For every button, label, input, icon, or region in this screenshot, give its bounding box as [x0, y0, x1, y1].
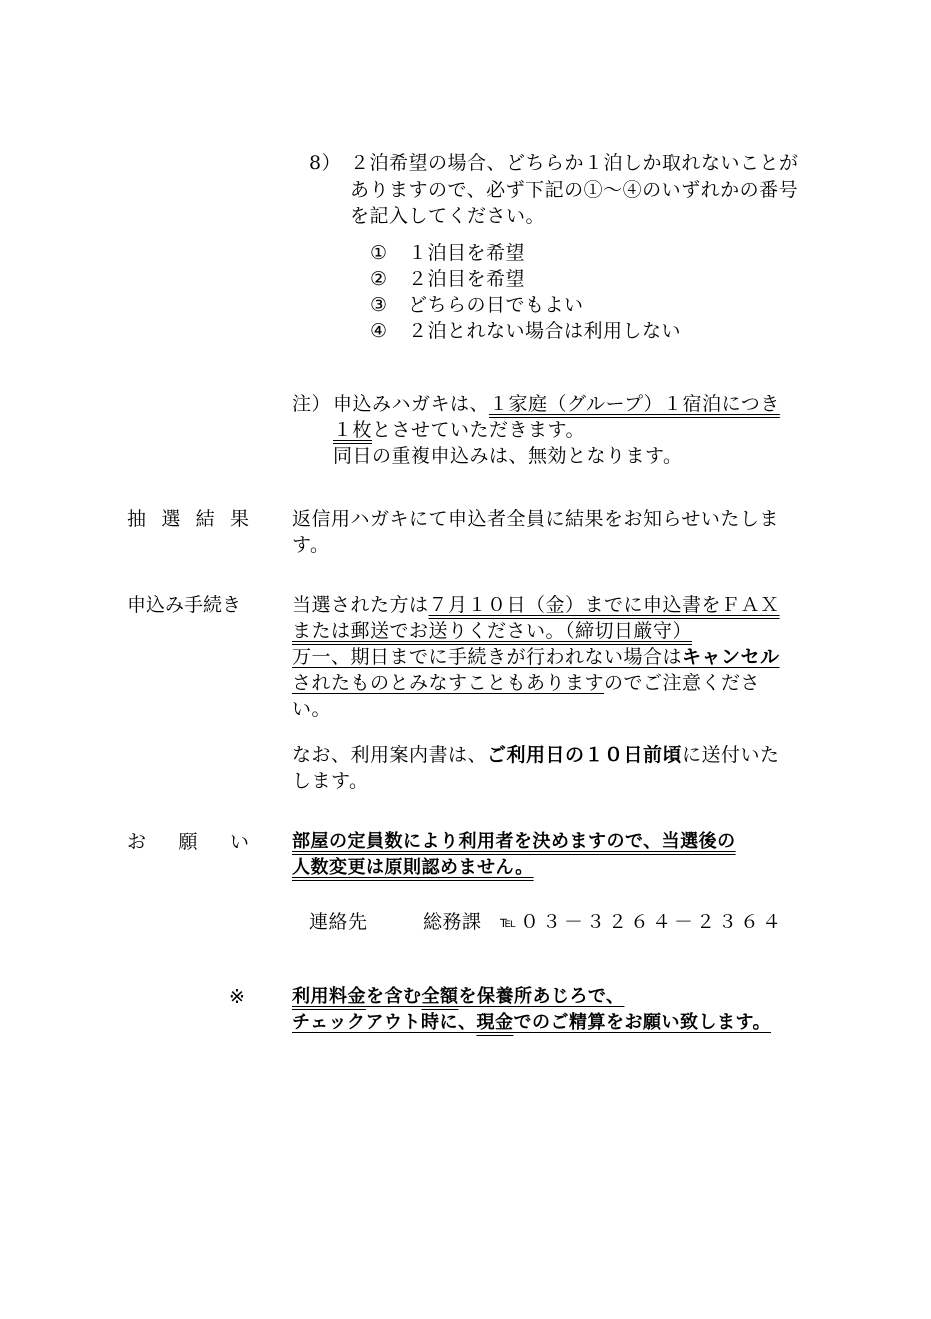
- lottery-label-char: 果: [229, 508, 249, 530]
- option-text-1: １泊目を希望: [408, 242, 526, 264]
- request-label-char: い: [229, 831, 249, 853]
- procedure-l1-d: 申込書をＦＡＸ: [643, 594, 780, 616]
- option-mark-2: ②: [370, 268, 388, 290]
- note-line1: [333, 391, 780, 417]
- note-line3: 同日の重複申込みは、無効となります。: [333, 445, 683, 467]
- footnote-line1: [292, 984, 624, 1010]
- procedure-l6-b: ご利用日の１０日前頃: [487, 744, 683, 766]
- procedure-cancel: キャンセル: [682, 646, 780, 668]
- request-line1: 部屋の定員数により利用者を決めますので、当選後の: [292, 831, 736, 852]
- footnote-l2-a: チェックアウト時に、: [292, 1012, 477, 1033]
- footnote-l1-d: を保養所あじろで、: [458, 986, 625, 1007]
- procedure-line2: または郵送でお送りください。（締切日厳守）: [292, 620, 693, 642]
- procedure-l1-c: までに: [584, 594, 644, 616]
- lottery-label-char: 選: [161, 508, 181, 530]
- option-text-2: ２泊目を希望: [408, 268, 526, 290]
- footnote-l1-c: 全額: [421, 986, 459, 1007]
- item8-line2: ありますので、必ず下記の①～④のいずれかの番号: [350, 179, 799, 201]
- footnote-mark: ※: [229, 986, 246, 1008]
- contact-tel: ０３－３２６４－２３６４: [520, 911, 785, 933]
- request-label: [127, 829, 249, 855]
- note-line2-a: １枚: [333, 419, 373, 441]
- footnote-l1-a: 利用料金: [292, 986, 366, 1007]
- note-line1-a: 申込みハガキは、: [333, 393, 490, 415]
- note-line2: [333, 417, 585, 443]
- lottery-label: [127, 506, 249, 532]
- procedure-line1: [292, 592, 780, 618]
- option-mark-3: ③: [370, 294, 388, 316]
- option-text-3: どちらの日でもよい: [408, 294, 584, 316]
- lottery-line1: 返信用ハガキにて申込者全員に結果をお知らせいたしま: [292, 508, 779, 530]
- procedure-line3: [292, 644, 780, 670]
- item8-line1: ２泊希望の場合、どちらか１泊しか取れないことが: [350, 152, 799, 174]
- request-line2: 人数変更は原則認めません。: [292, 857, 534, 878]
- footnote-line2: [292, 1010, 771, 1036]
- lottery-label-char: 結: [195, 508, 215, 530]
- option-mark-1: ①: [370, 242, 388, 264]
- procedure-deadline: ７月１０日（金）: [428, 594, 585, 616]
- procedure-label: 申込み手続き: [127, 594, 242, 616]
- contact-tel-mark: ℡: [500, 913, 517, 931]
- procedure-l6-c: に送付いた: [682, 744, 780, 766]
- contact-dept: 総務課: [423, 911, 482, 933]
- procedure-l4-b: のでご注意くださ: [604, 672, 761, 694]
- lottery-line2: す。: [292, 534, 330, 556]
- request-label-char: お: [127, 831, 147, 853]
- note-line2-b: とさせていただきます。: [372, 419, 585, 441]
- option-mark-4: ④: [370, 320, 388, 342]
- procedure-l4-a: されたものとみなすこともあります: [292, 672, 605, 694]
- procedure-line5: い。: [292, 698, 332, 720]
- footnote-l2-c: でのご精算をお願い致します。: [513, 1012, 772, 1033]
- footnote-l2-b: 現金: [476, 1012, 514, 1033]
- procedure-line7: します。: [292, 770, 369, 792]
- option-text-4: ２泊とれない場合は利用しない: [408, 320, 682, 342]
- footnote-l1-b: を含む: [366, 986, 422, 1007]
- request-label-char: 願: [178, 831, 198, 853]
- procedure-line6: [292, 742, 780, 768]
- contact-label: 連絡先: [309, 911, 368, 933]
- procedure-l1-a: 当選された方は: [292, 594, 429, 616]
- item8-line3: を記入してください。: [350, 205, 546, 227]
- note-line1-b: １家庭（グループ）１宿泊につき: [489, 393, 780, 415]
- lottery-label-char: 抽: [127, 508, 147, 530]
- note-label: 注）: [292, 393, 332, 415]
- procedure-l6-a: なお、利用案内書は、: [292, 744, 488, 766]
- procedure-l3-a: 万一、期日までに手続きが行われない場合は: [292, 646, 683, 668]
- procedure-line4: [292, 670, 760, 696]
- item8-number: 8）: [309, 152, 342, 174]
